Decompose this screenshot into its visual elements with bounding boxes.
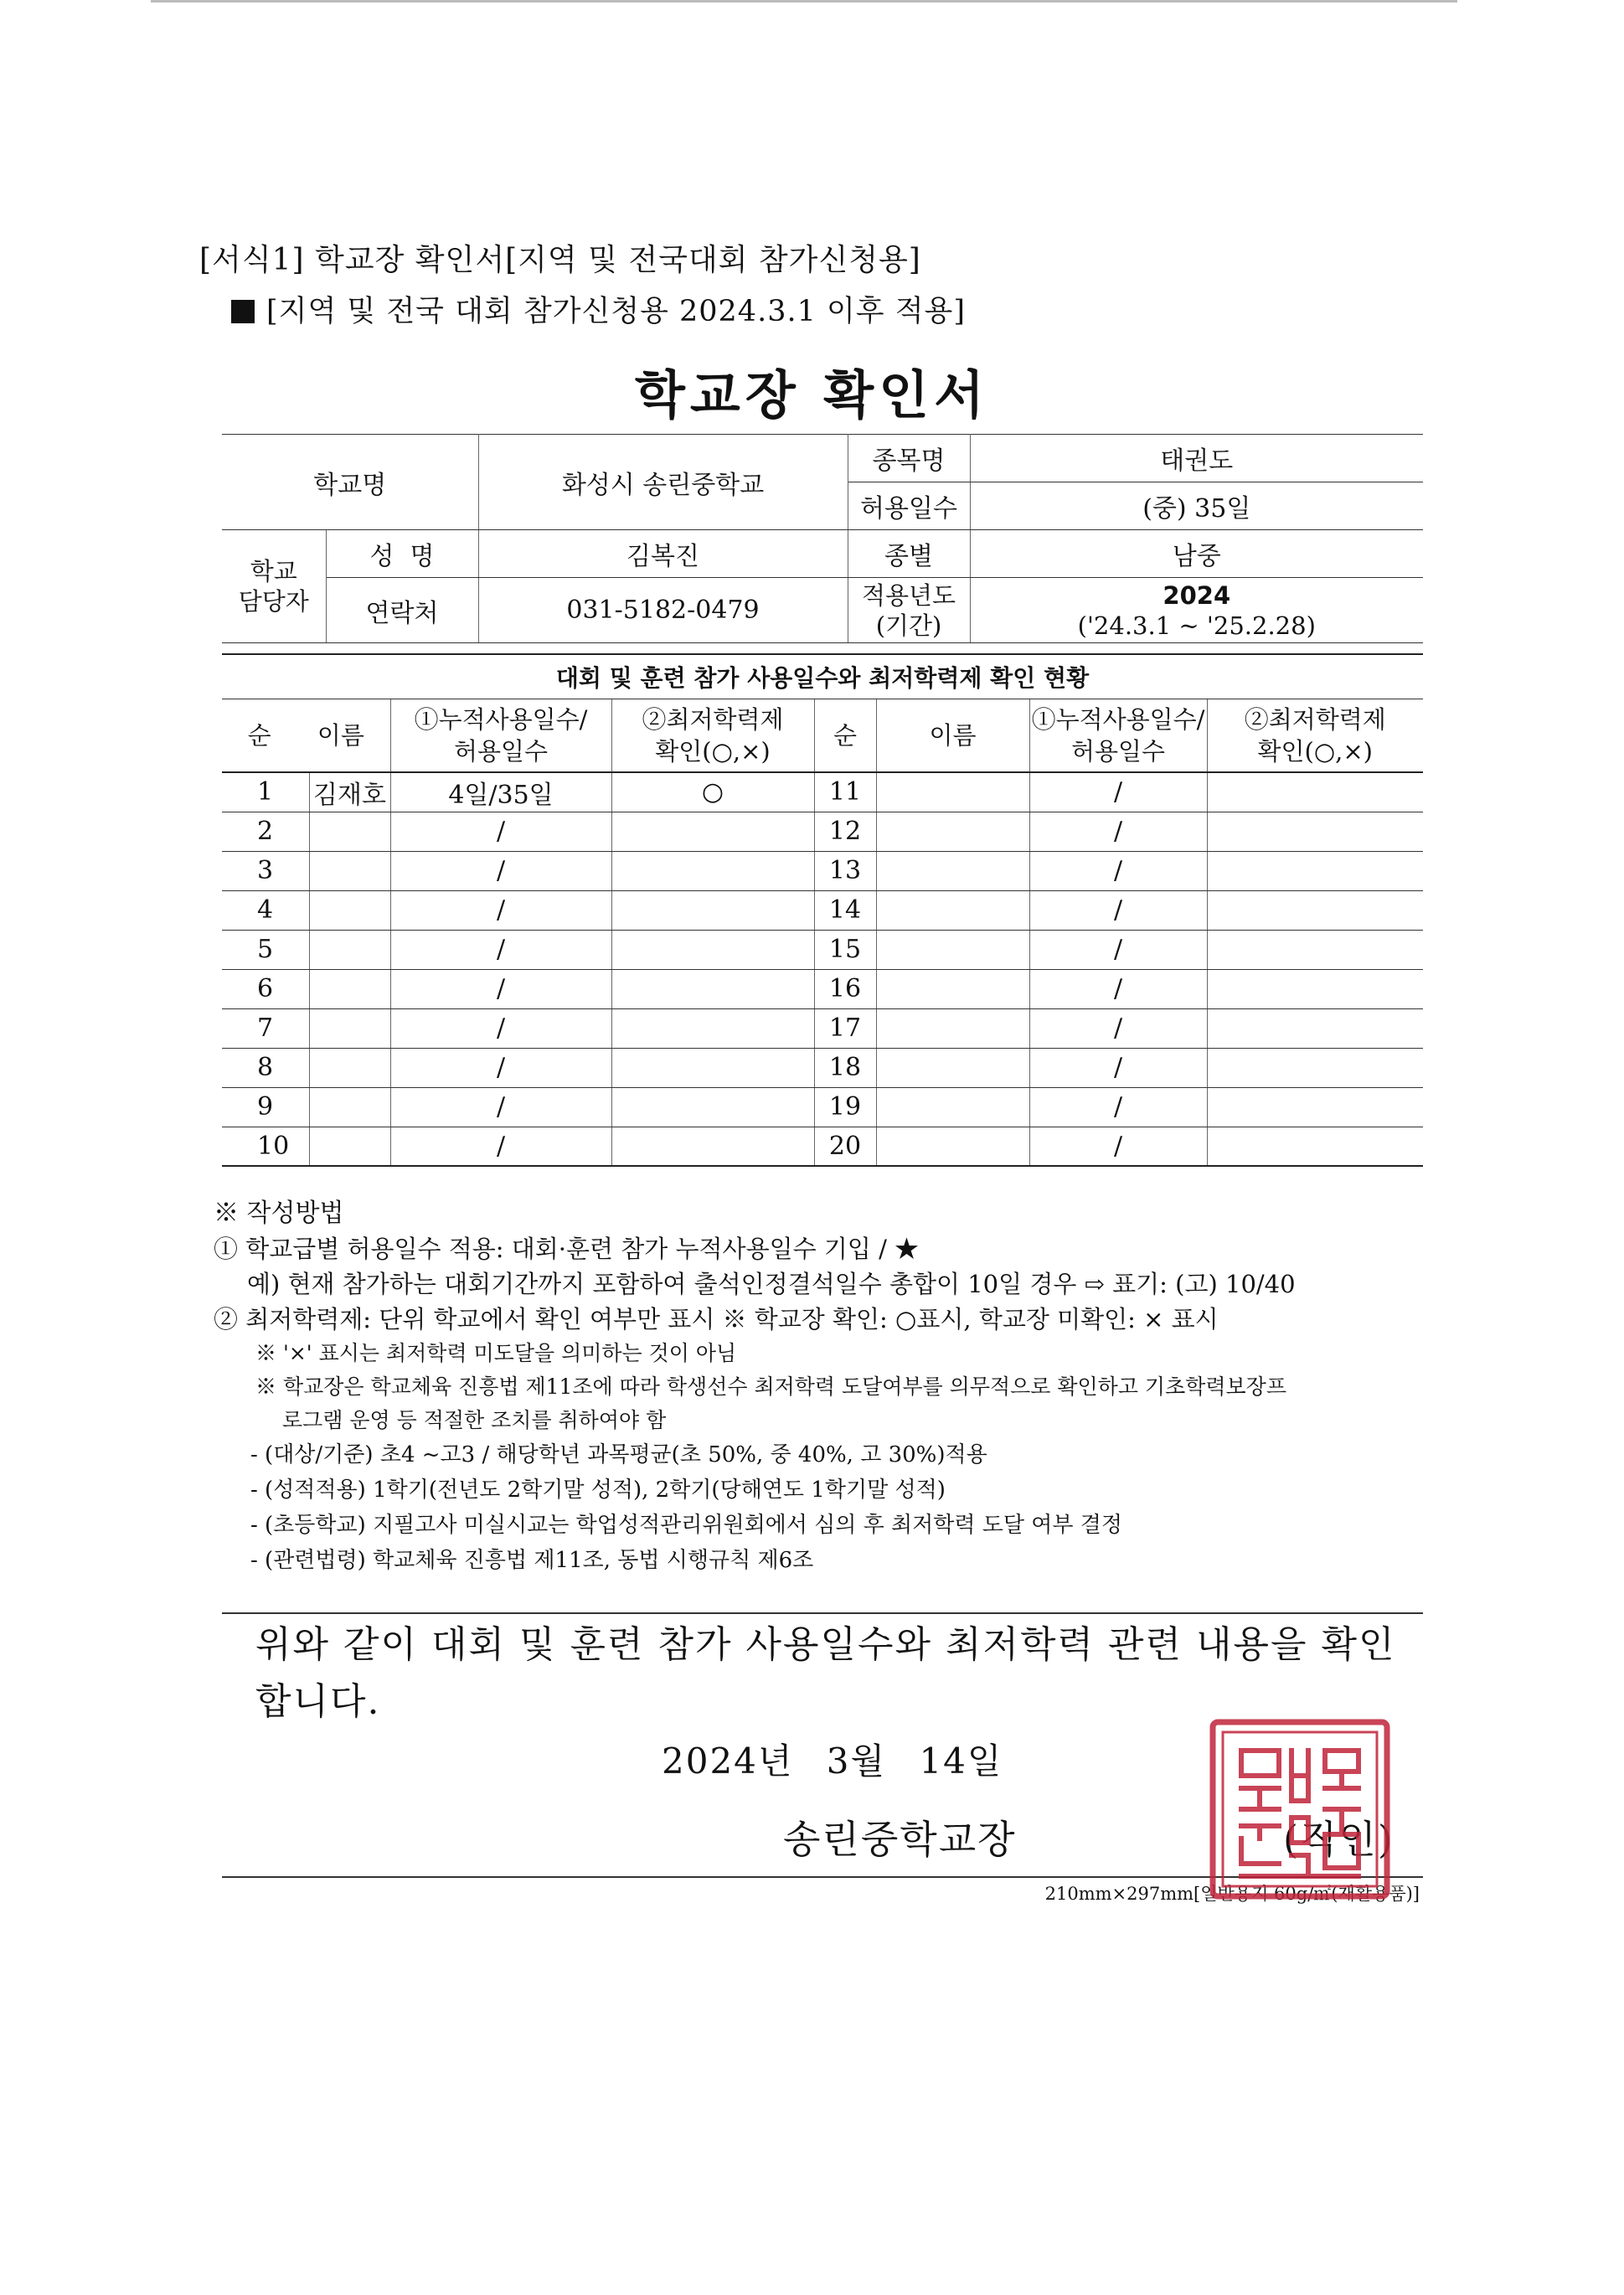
row-left-check — [611, 1008, 814, 1048]
note-item-1: ① 학교급별 허용일수 적용: 대회·훈련 참가 누적사용일수 기입 / ★ — [214, 1235, 920, 1263]
square-bullet-icon — [231, 300, 255, 323]
row-right-days: / — [1029, 1087, 1207, 1127]
row-right-name — [876, 930, 1029, 969]
row-right-name — [876, 1087, 1029, 1127]
row-left-name — [309, 1008, 390, 1048]
row-right-no: 18 — [814, 1048, 876, 1087]
row-left-days: / — [390, 890, 611, 930]
year-label-line2: (기간) — [875, 611, 942, 640]
right-days-header-line1: ①누적사용일수/ — [1031, 705, 1205, 734]
table-row — [222, 930, 1423, 969]
seal-label: (직인) — [1283, 1817, 1395, 1862]
row-right-no: 20 — [814, 1127, 876, 1166]
right-no-header: 순 — [814, 699, 876, 773]
row-left-days: / — [390, 930, 611, 969]
note-sub-1: ※ '×' 표시는 최저학력 미도달을 의미하는 것이 아님 — [255, 1341, 737, 1365]
row-right-check — [1207, 1127, 1423, 1166]
right-check-header-line1: ②최저학력제 — [1244, 705, 1386, 734]
row-left-name — [309, 969, 390, 1008]
row-right-no: 15 — [814, 930, 876, 969]
row-left-days: / — [390, 851, 611, 890]
table-row — [222, 1127, 1423, 1166]
row-left-days: / — [390, 969, 611, 1008]
row-left-no: 2 — [222, 812, 309, 851]
left-name-header: 이름 — [317, 721, 364, 750]
row-right-days: / — [1029, 1048, 1207, 1087]
row-left-no: 10 — [222, 1127, 309, 1166]
separator-line — [222, 1612, 1423, 1614]
row-right-no: 13 — [814, 851, 876, 890]
contact-value: 031-5182-0479 — [478, 578, 848, 643]
form-label: [서식1] 학교장 확인서[지역 및 전국대회 참가신청용] — [199, 243, 921, 277]
row-right-check — [1207, 1048, 1423, 1087]
contact-label: 연락처 — [326, 578, 478, 643]
year-label-line1: 적용년도 — [861, 580, 956, 610]
principal-title: 송린중학교장 — [783, 1817, 1017, 1862]
row-left-no: 9 — [222, 1087, 309, 1127]
row-left-name — [309, 1087, 390, 1127]
school-value: 화성시 송린중학교 — [478, 435, 848, 530]
row-left-no: 3 — [222, 851, 309, 890]
row-right-no: 11 — [814, 772, 876, 812]
year-cell — [970, 578, 1423, 643]
table-row — [222, 890, 1423, 930]
row-left-name — [309, 851, 390, 890]
row-right-no: 14 — [814, 890, 876, 930]
notes-section — [214, 1196, 1470, 1578]
row-right-check — [1207, 1087, 1423, 1127]
row-right-no: 12 — [814, 812, 876, 851]
row-left-name — [309, 890, 390, 930]
year-value: 2024 — [1163, 580, 1231, 610]
table-row — [222, 969, 1423, 1008]
row-left-check — [611, 890, 814, 930]
row-left-check — [611, 1048, 814, 1087]
row-right-name — [876, 772, 1029, 812]
row-right-days: / — [1029, 969, 1207, 1008]
right-name-header: 이름 — [876, 699, 1029, 773]
event-label: 종목명 — [848, 435, 970, 482]
row-right-days: / — [1029, 890, 1207, 930]
note-sub-2a: ※ 학교장은 학교체육 진흥법 제11조에 따라 학생선수 최저학력 도달여부를 의무적으로 확인하고 기초학력보장프 — [255, 1374, 1286, 1399]
allowed-days-value: (중) 35일 — [970, 482, 1423, 530]
row-right-check — [1207, 772, 1423, 812]
row-left-check — [611, 812, 814, 851]
document-title: 학교장 확인서 — [635, 364, 989, 425]
row-right-name — [876, 1048, 1029, 1087]
note-dash-4: - (관련법령) 학교체육 진흥법 제11조, 동법 시행규칙 제6조 — [250, 1548, 814, 1573]
note-dash-3: - (초등학교) 지필고사 미실시교는 학업성적관리위원회에서 심의 후 최저학력 도달 여부 결정 — [250, 1513, 1123, 1538]
row-right-name — [876, 851, 1029, 890]
allowed-days-label: 허용일수 — [848, 482, 970, 530]
row-left-no: 6 — [222, 969, 309, 1008]
row-right-check — [1207, 851, 1423, 890]
period-value: ('24.3.1 ~ '25.2.28) — [1077, 611, 1316, 640]
row-left-name — [309, 1048, 390, 1087]
right-check-header — [1207, 699, 1423, 773]
info-table — [222, 434, 1423, 643]
row-left-check — [611, 1127, 814, 1166]
left-days-header — [390, 699, 611, 773]
note-item-1-example: 예) 현재 참가하는 대회기간까지 포함하여 출석인정결석일수 총합이 10일 경우 ⇨ 표기: (고) 10/40 — [247, 1270, 1296, 1298]
right-check-header-line2: 확인(○,×) — [1257, 737, 1373, 766]
year-label — [848, 578, 970, 643]
row-left-days: / — [390, 1127, 611, 1166]
row-left-no: 4 — [222, 890, 309, 930]
table-row — [222, 772, 1423, 812]
manager-label — [222, 530, 326, 643]
left-check-header-line2: 확인(○,×) — [655, 737, 771, 766]
usage-table — [222, 653, 1423, 1167]
note-item-2: ② 최저학력제: 단위 학교에서 확인 여부만 표시 ※ 학교장 확인: ○표시, 학교장 미확인: × 표시 — [214, 1305, 1219, 1333]
row-left-no: 7 — [222, 1008, 309, 1048]
row-right-days: / — [1029, 772, 1207, 812]
row-right-no: 16 — [814, 969, 876, 1008]
row-right-name — [876, 890, 1029, 930]
left-no-name-header — [222, 699, 390, 773]
note-dash-1: - (대상/기준) 초4 ~고3 / 해당학년 과목평균(초 50%, 중 40%, 고 30%)적용 — [250, 1442, 987, 1467]
row-right-name — [876, 812, 1029, 851]
row-right-check — [1207, 930, 1423, 969]
row-left-no: 1 — [222, 772, 309, 812]
row-right-days: / — [1029, 851, 1207, 890]
paper-spec: 210mm×297mm[일반용지 60g/㎡(재활용품)] — [1044, 1884, 1420, 1904]
left-check-header — [611, 699, 814, 773]
left-check-header-line1: ②최저학력제 — [642, 705, 784, 734]
row-right-days: / — [1029, 812, 1207, 851]
left-days-header-line2: 허용일수 — [453, 737, 549, 766]
row-right-check — [1207, 890, 1423, 930]
row-left-name: 김재호 — [309, 772, 390, 812]
official-seal-stamp — [1208, 1717, 1392, 1901]
table-row — [222, 1087, 1423, 1127]
applies-note — [231, 288, 966, 330]
row-left-name — [309, 1127, 390, 1166]
row-left-check — [611, 930, 814, 969]
left-no-header: 순 — [247, 721, 271, 750]
row-right-check — [1207, 812, 1423, 851]
name-value: 김복진 — [478, 530, 848, 578]
row-right-check — [1207, 1008, 1423, 1048]
row-right-check — [1207, 969, 1423, 1008]
table-row — [222, 851, 1423, 890]
row-left-days: / — [390, 1048, 611, 1087]
issue-date: 2024년 3월 14일 — [662, 1741, 1003, 1782]
row-left-days: / — [390, 812, 611, 851]
applies-note-text: [지역 및 전국 대회 참가신청용 2024.3.1 이후 적용] — [266, 295, 967, 328]
notes-title: ※ 작성방법 — [214, 1199, 344, 1228]
row-right-name — [876, 969, 1029, 1008]
row-right-name — [876, 1127, 1029, 1166]
table-row — [222, 1048, 1423, 1087]
usage-caption: 대회 및 훈련 참가 사용일수와 최저학력제 확인 현황 — [222, 654, 1423, 699]
row-right-days: / — [1029, 1008, 1207, 1048]
name-label: 성 명 — [326, 530, 478, 578]
row-left-check: ○ — [611, 772, 814, 812]
row-right-days: / — [1029, 1127, 1207, 1166]
usage-rows — [222, 772, 1423, 1166]
row-left-name — [309, 930, 390, 969]
note-dash-2: - (성적적용) 1학기(전년도 2학기말 성적), 2학기(당해연도 1학기말 성적) — [250, 1478, 946, 1503]
right-days-header — [1029, 699, 1207, 773]
row-right-no: 19 — [814, 1087, 876, 1127]
row-left-check — [611, 1087, 814, 1127]
row-left-no: 8 — [222, 1048, 309, 1087]
manager-label-line2: 담당자 — [238, 587, 309, 616]
row-left-check — [611, 969, 814, 1008]
confirmation-text: 위와 같이 대회 및 훈련 참가 사용일수와 최저학력 관련 내용을 확인합니다. — [255, 1623, 1396, 1723]
row-left-days: 4일/35일 — [390, 772, 611, 812]
right-days-header-line2: 허용일수 — [1070, 737, 1166, 766]
note-sub-2b: 로그램 운영 등 적절한 조치를 취하여야 함 — [282, 1408, 667, 1432]
row-left-name — [309, 812, 390, 851]
scan-edge-line — [151, 0, 1457, 3]
table-row — [222, 812, 1423, 851]
row-left-no: 5 — [222, 930, 309, 969]
event-value: 태권도 — [970, 435, 1423, 482]
table-row — [222, 1008, 1423, 1048]
manager-label-line1: 학교 — [250, 557, 297, 585]
row-right-days: / — [1029, 930, 1207, 969]
row-right-name — [876, 1008, 1029, 1048]
row-right-no: 17 — [814, 1008, 876, 1048]
left-days-header-line1: ①누적사용일수/ — [414, 705, 588, 734]
row-left-days: / — [390, 1087, 611, 1127]
school-label: 학교명 — [222, 435, 478, 530]
row-left-days: / — [390, 1008, 611, 1048]
row-left-check — [611, 851, 814, 890]
category-label: 종별 — [848, 530, 970, 578]
category-value: 남중 — [970, 530, 1423, 578]
